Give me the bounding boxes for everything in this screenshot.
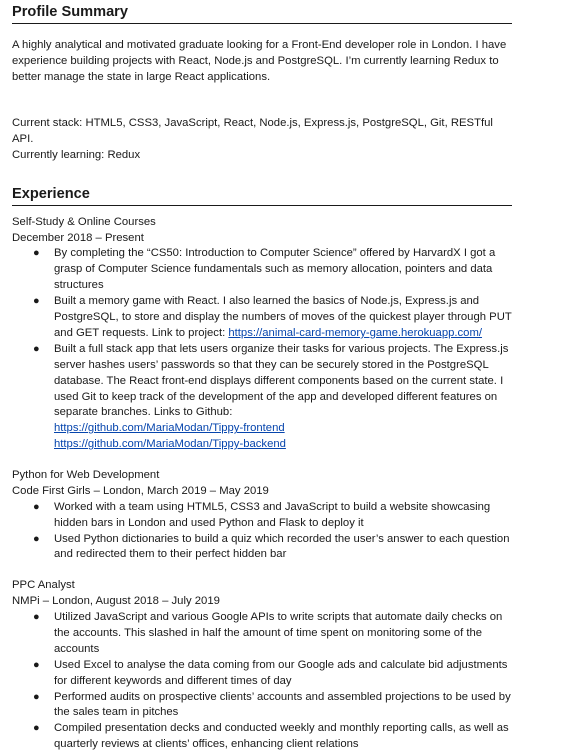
bullet-text: Built a full stack app that lets users organize their tasks for various projects. The Express.js server hashes users’ passwords so that they can be securely stored in the PostgreSQL database. The React front-end displays different components based on the current state. I used Git to keep track of the development of the app and developed different features on separate branches. Links to Github: <box>54 342 509 419</box>
bullet-text: Used Python dictionaries to build a quiz which recorded the user’s answer to each question and redirected them to their perfect hidden bar <box>54 532 510 561</box>
bullet-icon: ● <box>33 610 40 623</box>
currently-learning-text: Currently learning: Redux <box>12 148 141 161</box>
bullet-text: Worked with a team using HTML5, CSS3 and JavaScript to build a website showcasing hidden bars in London and used Python and Flask to deploy it <box>54 500 491 529</box>
bullet-icon: ● <box>33 500 40 513</box>
bullet-icon: ● <box>33 532 40 545</box>
bullet-text: Performed audits on prospective clients’ accounts and assembled projections to be used by the sales team in pitches <box>54 690 511 719</box>
bullet-icon: ● <box>33 690 40 703</box>
bullet-text: Compiled presentation decks and conducted weekly and monthly reporting calls, as well as quarterly reviews at clients’ offices, enhancing client relations <box>54 722 509 751</box>
job-entry <box>12 215 512 453</box>
job-bullet <box>33 246 512 294</box>
github-frontend-link[interactable]: https://github.com/MariaModan/Tippy-frontend <box>54 422 285 435</box>
job-bullet <box>33 658 512 690</box>
job-bullet <box>33 690 512 722</box>
bullet-text: Utilized JavaScript and various Google APIs to write scripts that automate daily checks on the accounts. This slashed in half the amount of time spent on monitoring some of the accounts <box>54 610 503 655</box>
job-meta: December 2018 – Present <box>12 231 144 244</box>
experience-heading: Experience <box>12 182 512 206</box>
profile-summary-text: A highly analytical and motivated graduate looking for a Front-End developer role in London. I have experience building projects with React, Node.js and PostgreSQL. I’m currently learning Redux to better manage the state in large React applications. <box>12 39 507 83</box>
job-entry <box>12 468 512 563</box>
project-link[interactable]: https://animal-card-memory-game.herokuapp.com/ <box>228 326 483 339</box>
job-title: Self-Study & Online Courses <box>12 215 156 228</box>
bullet-icon: ● <box>33 722 40 735</box>
job-title: PPC Analyst <box>12 579 75 592</box>
github-backend-link[interactable]: https://github.com/MariaModan/Tippy-backend <box>54 438 286 451</box>
current-stack-text: Current stack: HTML5, CSS3, JavaScript, React, Node.js, Express.js, PostgreSQL, Git, RESTful API. <box>12 117 493 146</box>
resume-page <box>12 0 512 753</box>
job-bullets <box>12 246 512 453</box>
job-meta: Code First Girls – London, March 2019 – May 2019 <box>12 484 269 497</box>
profile-summary-heading: Profile Summary <box>12 0 512 24</box>
job-bullet <box>33 610 512 658</box>
job-meta: NMPi – London, August 2018 – July 2019 <box>12 595 220 608</box>
bullet-icon: ● <box>33 342 40 355</box>
job-title: Python for Web Development <box>12 469 160 482</box>
job-bullet <box>33 532 512 564</box>
job-bullet <box>33 721 512 753</box>
stack-block <box>12 116 512 163</box>
bullet-icon: ● <box>33 247 40 260</box>
bullet-text: By completing the “CS50: Introduction to Computer Science” offered by HarvardX I got a grasp of Computer Science fundamentals such as memory allocation, pointers and data structures <box>54 247 496 292</box>
job-entry <box>12 578 512 753</box>
bullet-icon: ● <box>33 658 40 671</box>
job-bullet <box>33 294 512 342</box>
job-bullets <box>12 610 512 753</box>
bullet-icon: ● <box>33 295 40 308</box>
bullet-text: Built a memory game with React. I also learned the basics of Node.js, Express.js and PostgreSQL, to store and display the numbers of moves of the quickest player through PUT and GET requests. Link to project: <box>54 295 512 339</box>
job-bullet <box>33 500 512 532</box>
bullet-text: Used Excel to analyse the data coming from our Google ads and calculate bid adjustments for different keywords and different times of day <box>54 658 508 687</box>
job-bullet <box>33 342 512 453</box>
job-bullets <box>12 500 512 564</box>
